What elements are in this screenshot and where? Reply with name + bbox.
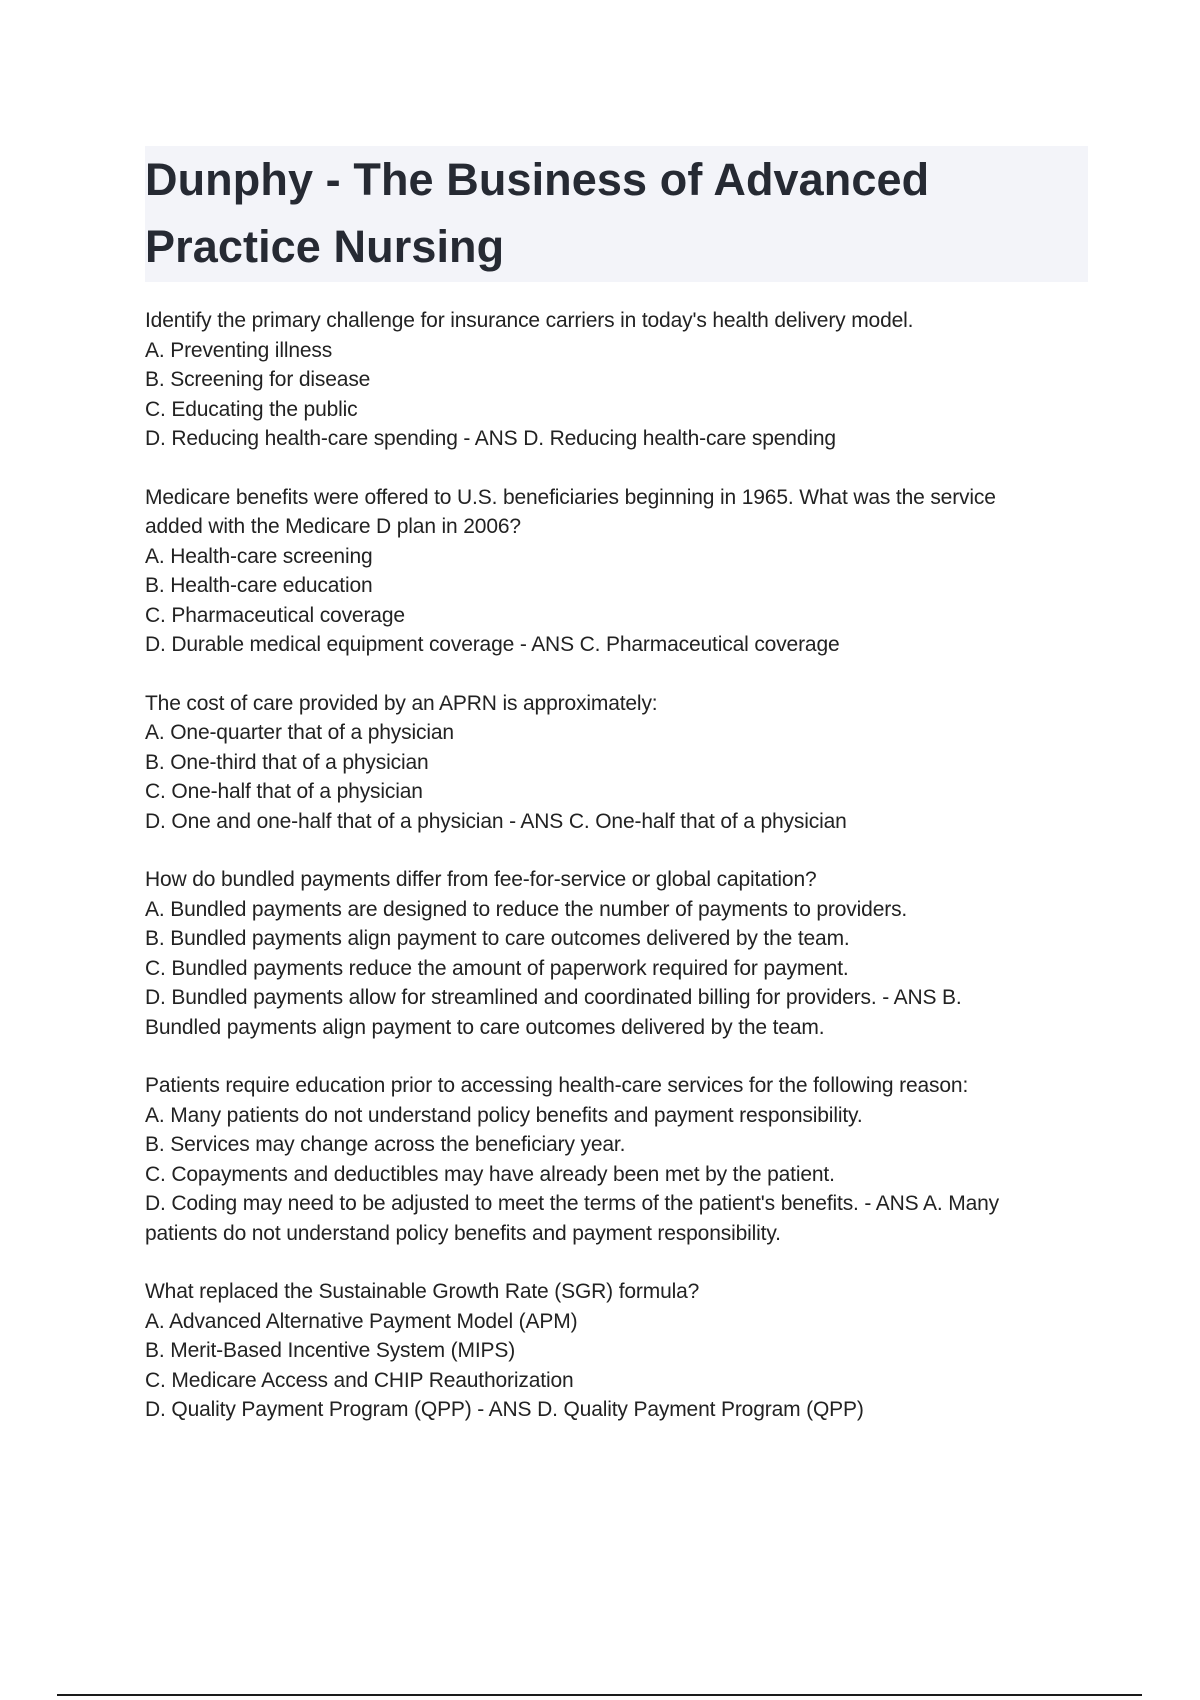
- answer-option: B. Bundled payments align payment to care outcomes delivered by the team.: [145, 927, 850, 950]
- answer-option: C. Copayments and deductibles may have already been met by the patient.: [145, 1162, 835, 1186]
- page-title-line-2: Practice Nursing: [145, 221, 505, 272]
- page-title: [145, 146, 1088, 280]
- answer-option: C. Pharmaceutical coverage: [145, 603, 405, 627]
- answer-option-with-key: D. Bundled payments allow for streamlined and coordinated billing for providers. - ANS B.: [145, 986, 962, 1009]
- question-prompt: The cost of care provided by an APRN is approximately:: [145, 691, 658, 715]
- answer-option: A. One-quarter that of a physician: [145, 721, 454, 744]
- question-text: [145, 483, 1085, 660]
- question-prompt: Identify the primary challenge for insurance carriers in today's health delivery model.: [145, 309, 914, 332]
- question-block-1: [145, 306, 1085, 454]
- title-banner: [145, 146, 1088, 282]
- answer-option: A. Bundled payments are designed to reduce the number of payments to providers.: [145, 897, 908, 921]
- answer-option: B. Services may change across the beneficiary year.: [145, 1133, 626, 1156]
- question-block-2: [145, 483, 1085, 660]
- page-title-line-1: Dunphy - The Business of Advanced: [145, 154, 930, 205]
- answer-option-with-key: D. One and one-half that of a physician - ANS C. One-half that of a physician: [145, 809, 847, 833]
- answer-option: C. One-half that of a physician: [145, 780, 423, 803]
- question-prompt-continued: added with the Medicare D plan in 2006?: [145, 515, 521, 538]
- answer-option: C. Medicare Access and CHIP Reauthorization: [145, 1368, 574, 1392]
- answer-option: C. Educating the public: [145, 397, 358, 421]
- answer-option: C. Bundled payments reduce the amount of paperwork required for payment.: [145, 956, 849, 980]
- question-prompt: Medicare benefits were offered to U.S. beneficiaries beginning in 1965. What was the service: [145, 485, 996, 509]
- question-text: [145, 865, 1085, 1042]
- answer-option: A. Preventing illness: [145, 338, 333, 362]
- question-text: [145, 1071, 1085, 1248]
- footer-divider: [57, 1694, 1142, 1696]
- answer-option-with-key: D. Coding may need to be adjusted to meet the terms of the patient's benefits. - ANS A. Many: [145, 1192, 1000, 1215]
- question-block-4: [145, 865, 1085, 1042]
- answer-option: B. Merit-Based Incentive System (MIPS): [145, 1339, 516, 1362]
- answer-option: B. Health-care education: [145, 574, 373, 597]
- answer-option-with-key: D. Quality Payment Program (QPP) - ANS D. Quality Payment Program (QPP): [145, 1398, 864, 1421]
- answer-option: A. Many patients do not understand policy benefits and payment responsibility.: [145, 1103, 863, 1127]
- question-block-3: [145, 689, 1085, 837]
- question-block-6: [145, 1277, 1085, 1425]
- answer-option-with-key: D. Reducing health-care spending - ANS D. Reducing health-care spending: [145, 427, 836, 450]
- question-prompt: Patients require education prior to accessing health-care services for the following reason:: [145, 1074, 969, 1097]
- answer-option-with-key: D. Durable medical equipment coverage - ANS C. Pharmaceutical coverage: [145, 633, 840, 656]
- question-prompt: What replaced the Sustainable Growth Rate (SGR) formula?: [145, 1280, 700, 1303]
- answer-key-continued: patients do not understand policy benefits and payment responsibility.: [145, 1221, 781, 1245]
- answer-option: A. Advanced Alternative Payment Model (APM): [145, 1309, 578, 1333]
- question-text: [145, 689, 1085, 837]
- question-prompt: How do bundled payments differ from fee-for-service or global capitation?: [145, 868, 817, 891]
- question-text: [145, 306, 1085, 454]
- question-list: [145, 306, 1085, 1454]
- answer-key-continued: Bundled payments align payment to care outcomes delivered by the team.: [145, 1015, 825, 1039]
- answer-option: A. Health-care screening: [145, 544, 373, 568]
- question-text: [145, 1277, 1085, 1425]
- question-block-5: [145, 1071, 1085, 1248]
- answer-option: B. Screening for disease: [145, 368, 371, 391]
- answer-option: B. One-third that of a physician: [145, 750, 429, 774]
